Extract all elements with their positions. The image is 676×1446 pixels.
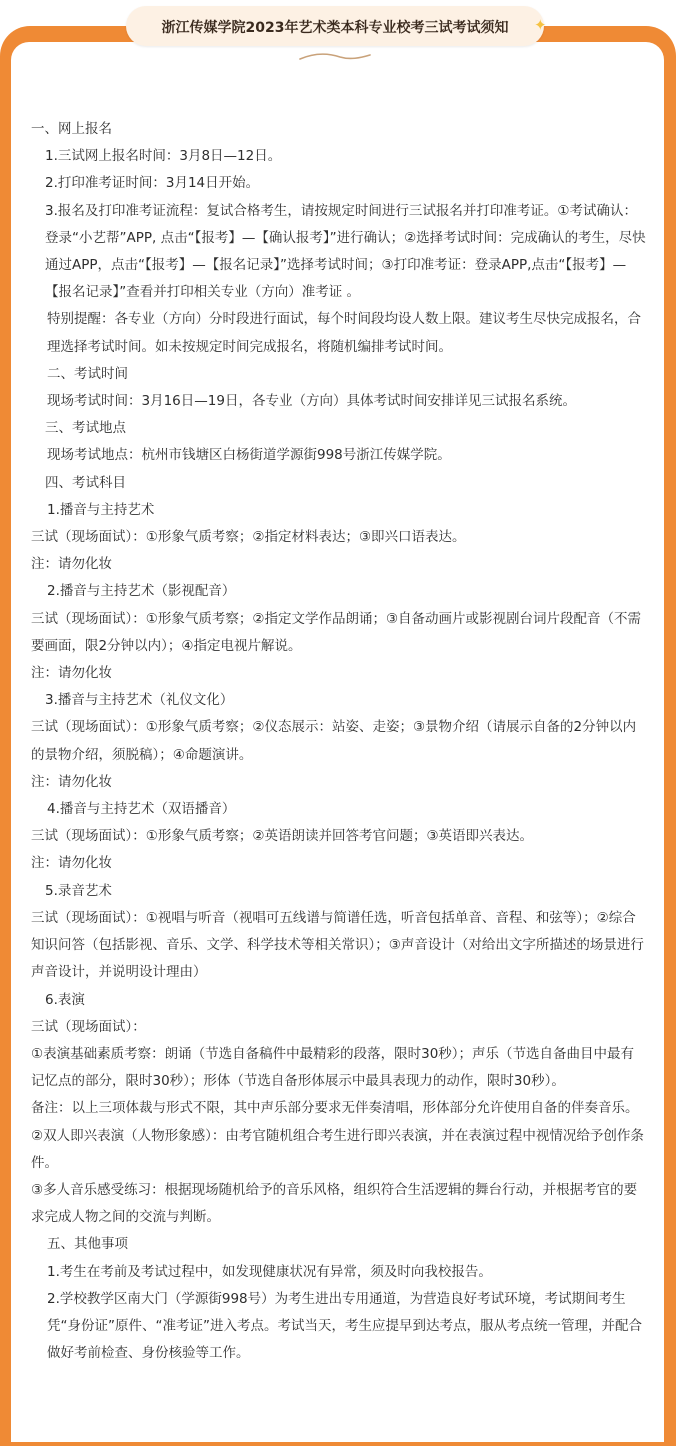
paragraph: 特别提醒：各专业（方向）分时段进行面试，每个时间段均设人数上限。建议考生尽快完成报名，合理选择考试时间。如未按规定时间完成报名，将随机编排考试时间。 [47,311,641,355]
paragraph: 2.学校教学区南大门（学源街998号）为考生进出专用通道，为营造良好考试环境，考试期间考生凭“身份证”原件、“准考证”进入考点。考试当天，考生应提早到达考点，服从考点统一管理，并配合做好考前检查、身份核验等工作。 [47,1290,642,1362]
paragraph: 一、网上报名 [31,121,112,137]
paragraph: 3.播音与主持艺术（礼仪文化） [45,692,234,709]
paragraph: 注：请勿化妆 [31,855,112,872]
paragraph: 三试（现场面试）：①形象气质考察；②指定材料表达；③即兴口语表达。 [31,529,466,546]
paragraph: 现场考试地点：杭州市钱塘区白杨街道学源街998号浙江传媒学院。 [47,447,451,464]
paragraph: 2.播音与主持艺术（影视配音） [47,583,236,600]
paragraph: 五、其他事项 [47,1236,128,1253]
paragraph: 1.三试网上报名时间：3月8日—12日。 [45,148,282,165]
paragraph: 三、考试地点 [45,420,126,437]
paragraph: 二、考试时间 [47,365,128,382]
paragraph: 3.报名及打印准考证流程：复试合格考生，请按规定时间进行三试报名并打印准考证。①考试确认：登录“小艺帮”APP, 点击“【报考】—【确认报考】”进行确认；②选择考试时间：完成确认的考生，尽快通过APP，点击“【报考】—【报名记录】”选择考试时间；③打印准考证：登录APP,点击“【报考】—【报名记录】”查看并打印相关专业（方向）准考证 。 [45,202,646,301]
swoosh-decoration [296,50,376,64]
paragraph: 4.播音与主持艺术（双语播音） [47,801,236,818]
paragraph: 6.表演 [45,991,85,1008]
paragraph: 三试（现场面试）： [31,1018,146,1035]
paragraph: ①表演基础素质考察：朗诵（节选自备稿件中最精彩的段落，限时30秒）；声乐（节选自备曲目中最有记忆点的部分，限时30秒）；形体（节选自备形体展示中最具表现力的动作，限时30秒）。 [31,1045,635,1090]
paragraph: ③多人音乐感受练习：根据现场随机给予的音乐风格，组织符合生活逻辑的舞台行动，并根据考官的要求完成人物之间的交流与判断。 [31,1181,638,1226]
title-banner [126,6,544,46]
paragraph: 三试（现场面试）：①视唱与听音（视唱可五线谱与简谱任选，听音包括单音、音程、和弦等）；②综合知识问答（包括影视、音乐、文学、科学技术等相关常识）；③声音设计（对给出文字所描述的场景进行声音设计，并说明设计理由） [31,909,644,981]
paragraph: 1.考生在考前及考试过程中，如发现健康状况有异常，须及时向我校报告。 [47,1263,492,1280]
paragraph: 四、考试科目 [45,474,126,491]
paragraph: 注：请勿化妆 [31,556,112,573]
paragraph: 注：请勿化妆 [31,665,112,682]
paragraph: 备注：以上三项体裁与形式不限，其中声乐部分要求无伴奏清唱，形体部分允许使用自备的伴奏音乐。 [31,1100,639,1117]
sparkle-icon: ✦ [534,16,547,34]
paragraph: 现场考试时间：3月16日—19日，各专业（方向）具体考试时间安排详见三试报名系统。 [47,393,576,410]
paragraph: 5.录音艺术 [45,882,112,899]
page-title: 浙江传媒学院2023年艺术类本科专业校考三试考试须知 [161,20,509,36]
notice-body [31,116,646,1367]
paragraph: ②双人即兴表演（人物形象感）：由考官随机组合考生进行即兴表演，并在表演过程中视情况给予创作条件。 [31,1127,644,1171]
paragraph: 三试（现场面试）：①形象气质考察；②英语朗读并回答考官问题；③英语即兴表达。 [31,828,534,845]
paragraph: 1.播音与主持艺术 [47,501,155,518]
paragraph: 三试（现场面试）：①形象气质考察；②指定文学作品朗诵；③自备动画片或影视剧台词片段配音（不需要画面，限2分钟以内）；④指定电视片解说。 [31,610,642,654]
paragraph: 2.打印准考证时间：3月14日开始。 [45,175,260,192]
paragraph: 注：请勿化妆 [31,773,112,790]
paragraph: 三试（现场面试）：①形象气质考察；②仪态展示：站姿、走姿；③景物介绍（请展示自备的2分钟以内的景物介绍，须脱稿）；④命题演讲。 [31,719,637,763]
